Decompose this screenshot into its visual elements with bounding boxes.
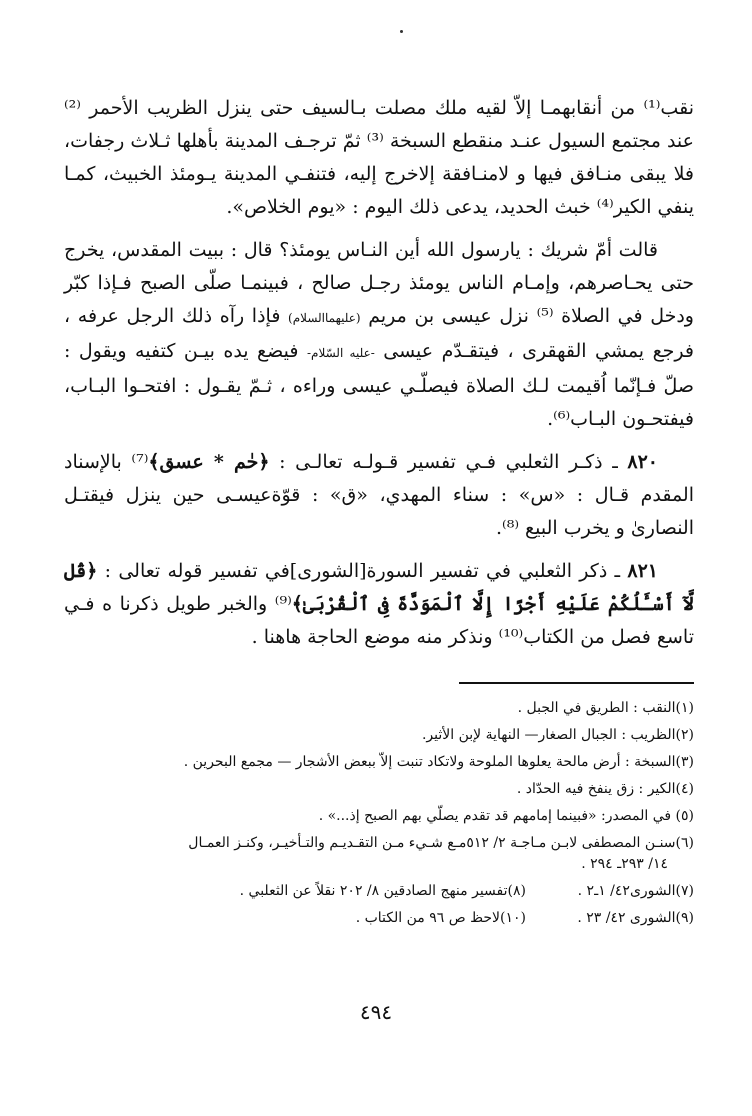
- footnote-8: (٨)تفسير منهج الصادقين ٨/ ٢٠٢ نقلاً عن الثعلبي .: [239, 883, 526, 899]
- footnote-row-9-10: [64, 908, 694, 929]
- paragraph-1-text: نقب⁽¹⁾ من أنقابهمـا إلاّ لقيه ملك مصلت بـالسيف حتى ينزل الظريب الأحمر ⁽²⁾ عند مجتمع السيول عنـد منقطع السبخة ⁽³⁾ ثمّ ترجـف المدينة بأهلها ثـلاث رجفات، فلا يبقى منـافق فيها و لامنـافقة إلاخرج إليه، فتنفـي المدينة يـومئذ الخبيث، كمـا ينفي الكير⁽⁴⁾ خبث الحديد، يدعى ذلك اليوم : «يوم الخلاص».: [64, 97, 694, 218]
- footnote-row-7-8: [64, 881, 694, 902]
- footnote-9: (٩)الشورى ٤٢/ ٢٣ .: [577, 910, 694, 926]
- entry-number-821: ٨٢١: [627, 560, 658, 582]
- entry-820-text-a: ـ ذكـر الثعلبي فـي تفسير قـولـه تعالـى :: [269, 451, 628, 473]
- footnote-10: (١٠)لاحظ ص ٩٦ من الكتاب .: [355, 910, 526, 926]
- paragraph-2: [64, 234, 694, 436]
- entry-820: [64, 446, 694, 545]
- page-number: ٤٩٤: [359, 1000, 393, 1024]
- footnote-4: (٤)الكير : زق ينفخ فيه الحدّاد .: [516, 781, 694, 797]
- paragraph-2-text-a: قالت أمّ شريك : يارسول الله أين النـاس يومئذ؟ قال : ببيت المقدس، يخرج حتى يحـاصرهم، وإمـام الناس يومئذ رجـل صالح ، فبينمـا صلّى الصبح فـإذا كبّر ودخل في الصلاة ⁽⁵⁾ نزل عيسى بن مريم: [64, 239, 694, 327]
- footnote-6-line-1: (٦)سنـن المصطفى لابـن مـاجـة ٢/ ٥١٢مـع شـيء مـن التقـديـم والتـأخيـر، وكنـز العمـال: [188, 835, 694, 851]
- salutation-note-1: (عليهماالسلام): [288, 311, 361, 325]
- entry-820-text-b: ⁽⁷⁾ بالإسناد المقدم قـال : «س» : سناء المهدي، «ق» : قوّةعيسـى حين ينزل فيقتـل النصارىٰ و يخرب البيع ⁽⁸⁾.: [64, 451, 694, 539]
- salutation-note-2: -عليه السّلام-: [306, 346, 375, 360]
- quran-verse-821: ﴿قُل لَّآ أَسْـَٔلُكُمْ عَلَيْهِ أَجْرًا إِلَّا ٱلْمَوَدَّةَ فِى ٱلْقُرْبَىٰ﴾: [64, 560, 694, 615]
- footnote-5: (٥) في المصدر: «فبينما إمامهم قد تقدم يصلّي بهم الصبح إذ...» .: [318, 808, 694, 824]
- top-mark: [400, 30, 403, 33]
- entry-number-820: ٨٢٠: [627, 451, 658, 473]
- entry-821-text-b: ⁽⁹⁾ والخبر طويل ذكرنا ه فـي تاسع فصل من الكتاب⁽¹⁰⁾ ونذكر منه موضع الحاجة هاهنا .: [64, 593, 694, 648]
- footnote-2: (٢)الظريب : الجبال الصغار— النهاية لإبن الأثير.: [421, 727, 694, 743]
- entry-821: [64, 555, 694, 654]
- paragraph-2-text-b: فإذا رآه ذلك الرجل عرفه ، فرجع يمشي القهقرى ، فيتقـدّم عيسى: [64, 305, 694, 362]
- footnote-6-line-2: ١٤/ ٢٩٣ـ ٢٩٤ .: [581, 856, 668, 872]
- page-content: [64, 92, 694, 935]
- quran-verse-820: ﴿حٰم * عسق﴾: [148, 451, 270, 473]
- footnote-6: [64, 833, 694, 875]
- footnote-3: (٣)السبخة : أرض مالحة يعلوها الملوحة ولاتكاد تنبت إلاّ ببعض الأشجار — مجمع البحرين .: [183, 754, 694, 770]
- paragraph-2-text-c: فيضع يده بيـن كتفيه ويقول : صلّ فـإنّما اُقيمت لـك الصلاة فيصلّـي عيسى وراءه ، ثـمّ يقـول : افتحـوا البـاب، فيفتحـون البـاب⁽⁶⁾.: [64, 340, 694, 430]
- footnote-divider: [459, 682, 694, 684]
- entry-821-text-a: ـ ذكر الثعلبي في تفسير السورة[الشورى]في تفسير قوله تعالى :: [97, 560, 628, 582]
- footnote-1: (١)النقب : الطريق في الجبل .: [517, 700, 694, 716]
- footnote-7: (٧)الشورى٤٢/ ١ـ٢ .: [577, 883, 694, 899]
- paragraph-1: [64, 92, 694, 224]
